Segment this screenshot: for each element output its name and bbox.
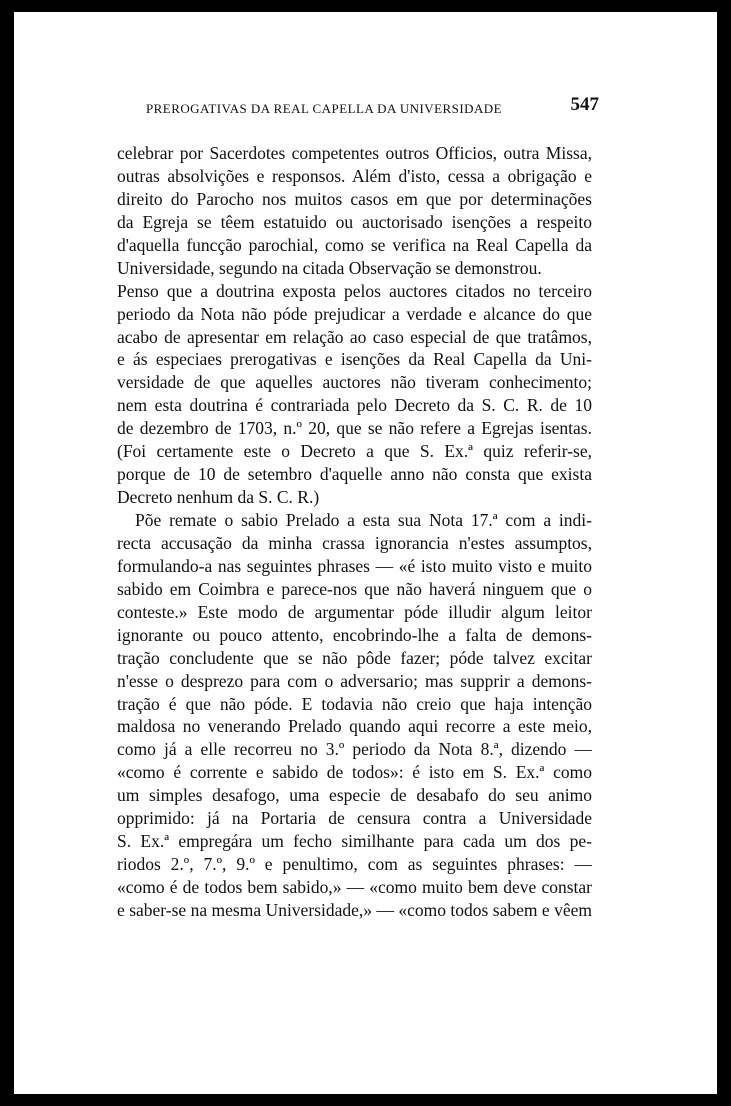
text-line: e ás especiaes prerogativas e isenções da Real Capella da Uni- xyxy=(117,349,592,370)
text-line: direito do Parocho nos muitos casos em que por determinações xyxy=(117,188,592,209)
text-line: acabo de apresentar em relação ao caso especial de que tratâmos, xyxy=(117,326,592,347)
text-line: um simples desafogo, uma especie de desabafo do seu animo xyxy=(117,785,592,806)
text-line: versidade de que aquelles auctores não tiveram conhecimento; xyxy=(117,372,592,393)
text-line: S. Ex.ª empregára um fecho similhante para cada um dos pe- xyxy=(117,831,592,852)
text-line: formulando-a nas seguintes phrases — «é isto muito visto e muito xyxy=(117,555,592,576)
text-line: ignorante ou pouco attento, encobrindo-lhe a falta de demons- xyxy=(117,624,592,645)
body-text xyxy=(117,142,592,922)
text-line: «como é corrente e sabido de todos»: é isto em S. Ex.ª como xyxy=(117,762,592,783)
text-line: «como é de todos bem sabido,» — «como muito bem deve constar xyxy=(117,877,592,897)
text-line: (Foi certamente este o Decreto a que S. Ex.ª quiz referir-se, xyxy=(117,441,592,462)
page-header xyxy=(146,94,599,120)
text-line: periodo da Nota não póde prejudicar a verdade e alcance do que xyxy=(117,303,592,324)
text-line: recta accusação da minha crassa ignorancia n'estes assumptos, xyxy=(117,532,592,553)
text-line: Põe remate o sabio Prelado a esta sua Nota 17.ª com a indi- xyxy=(135,510,592,530)
text-line: nem esta doutrina é contrariada pelo Decreto da S. C. R. de 10 xyxy=(117,395,592,416)
text-line: tração é que não póde. E todavia não creio que haja intenção xyxy=(117,693,592,714)
text-line: tração concludente que se não pôde fazer; póde talvez excitar xyxy=(117,647,592,668)
text-line: sabido em Coimbra e parece-nos que não haverá ninguem que o xyxy=(117,578,592,599)
text-line: celebrar por Sacerdotes competentes outros Officios, outra Missa, xyxy=(117,143,592,163)
text-line: como já a elle recorreu no 3.º periodo da Nota 8.ª, dizendo — xyxy=(117,739,592,760)
running-title: PREROGATIVAS DA REAL CAPELLA DA UNIVERSIDADE xyxy=(146,101,503,116)
book-page xyxy=(14,12,717,1094)
text-line: porque de 10 de setembro d'aquelle anno não consta que exista xyxy=(117,464,592,485)
text-line: de dezembro de 1703, n.º 20, que se não refere a Egrejas isentas. xyxy=(117,418,592,439)
text-line: d'aquella funcção parochial, como se verifica na Real Capella da xyxy=(117,234,592,255)
text-line: outras absolvições e responsos. Além d'isto, cessa a obrigação e xyxy=(117,165,592,186)
text-line: conteste.» Este modo de argumentar póde illudir algum leitor xyxy=(117,601,592,622)
text-line: n'esse o desprezo para com o adversario; mas supprir a demons- xyxy=(117,670,592,691)
text-line: da Egreja se têem estatuido ou auctorisado isenções a respeito xyxy=(117,211,592,232)
text-line: e saber-se na mesma Universidade,» — «como todos sabem e vêem xyxy=(117,899,592,920)
text-line: Universidade, segundo na citada Observação se demonstrou. xyxy=(117,257,542,278)
text-line: Decreto nenhum da S. C. R.) xyxy=(117,487,320,508)
page-number: 547 xyxy=(570,94,599,115)
text-line: maldosa no venerando Prelado quando aqui recorre a este meio, xyxy=(117,716,592,737)
text-line: Penso que a doutrina exposta pelos auctores citados no terceiro xyxy=(117,280,592,301)
text-line: riodos 2.º, 7.º, 9.º e penultimo, com as seguintes phrases: — xyxy=(117,854,592,875)
text-line: opprimido: já na Portaria de censura contra a Universidade xyxy=(117,808,592,829)
